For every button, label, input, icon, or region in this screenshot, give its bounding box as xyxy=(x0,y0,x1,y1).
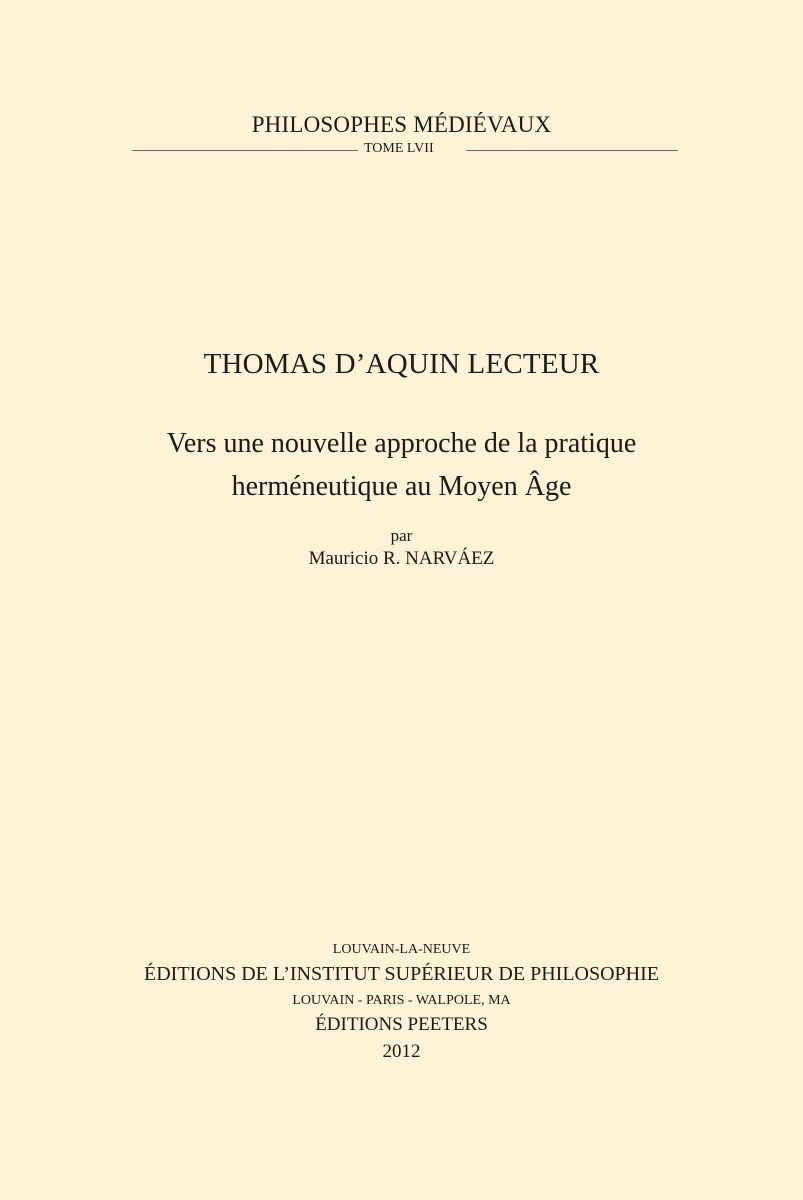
volume-number: TOME LVII xyxy=(364,141,434,156)
imprint-publisher-1: ÉDITIONS DE L’INSTITUT SUPÉRIEUR DE PHILOSOPHIE xyxy=(144,963,659,985)
by-label: par xyxy=(390,526,413,545)
volume-row xyxy=(132,141,678,161)
imprint-place-1: LOUVAIN-LA-NEUVE xyxy=(332,942,471,957)
imprint-place-2: LOUVAIN - PARIS - WALPOLE, MA xyxy=(292,993,511,1008)
subtitle-line-2: herméneutique au Moyen Âge xyxy=(231,471,572,502)
divider-right xyxy=(466,150,678,151)
imprint-publisher-2: ÉDITIONS PEETERS xyxy=(315,1014,488,1035)
book-title: THOMAS D’AQUIN LECTEUR xyxy=(203,348,600,380)
series-title: PHILOSOPHES MÉDIÉVAUX xyxy=(251,112,552,137)
publication-year: 2012 xyxy=(382,1041,421,1062)
subtitle-line-1: Vers une nouvelle approche de la pratique xyxy=(166,428,637,459)
divider-left xyxy=(132,150,358,151)
author-name: Mauricio R. NARVÁEZ xyxy=(308,548,495,569)
